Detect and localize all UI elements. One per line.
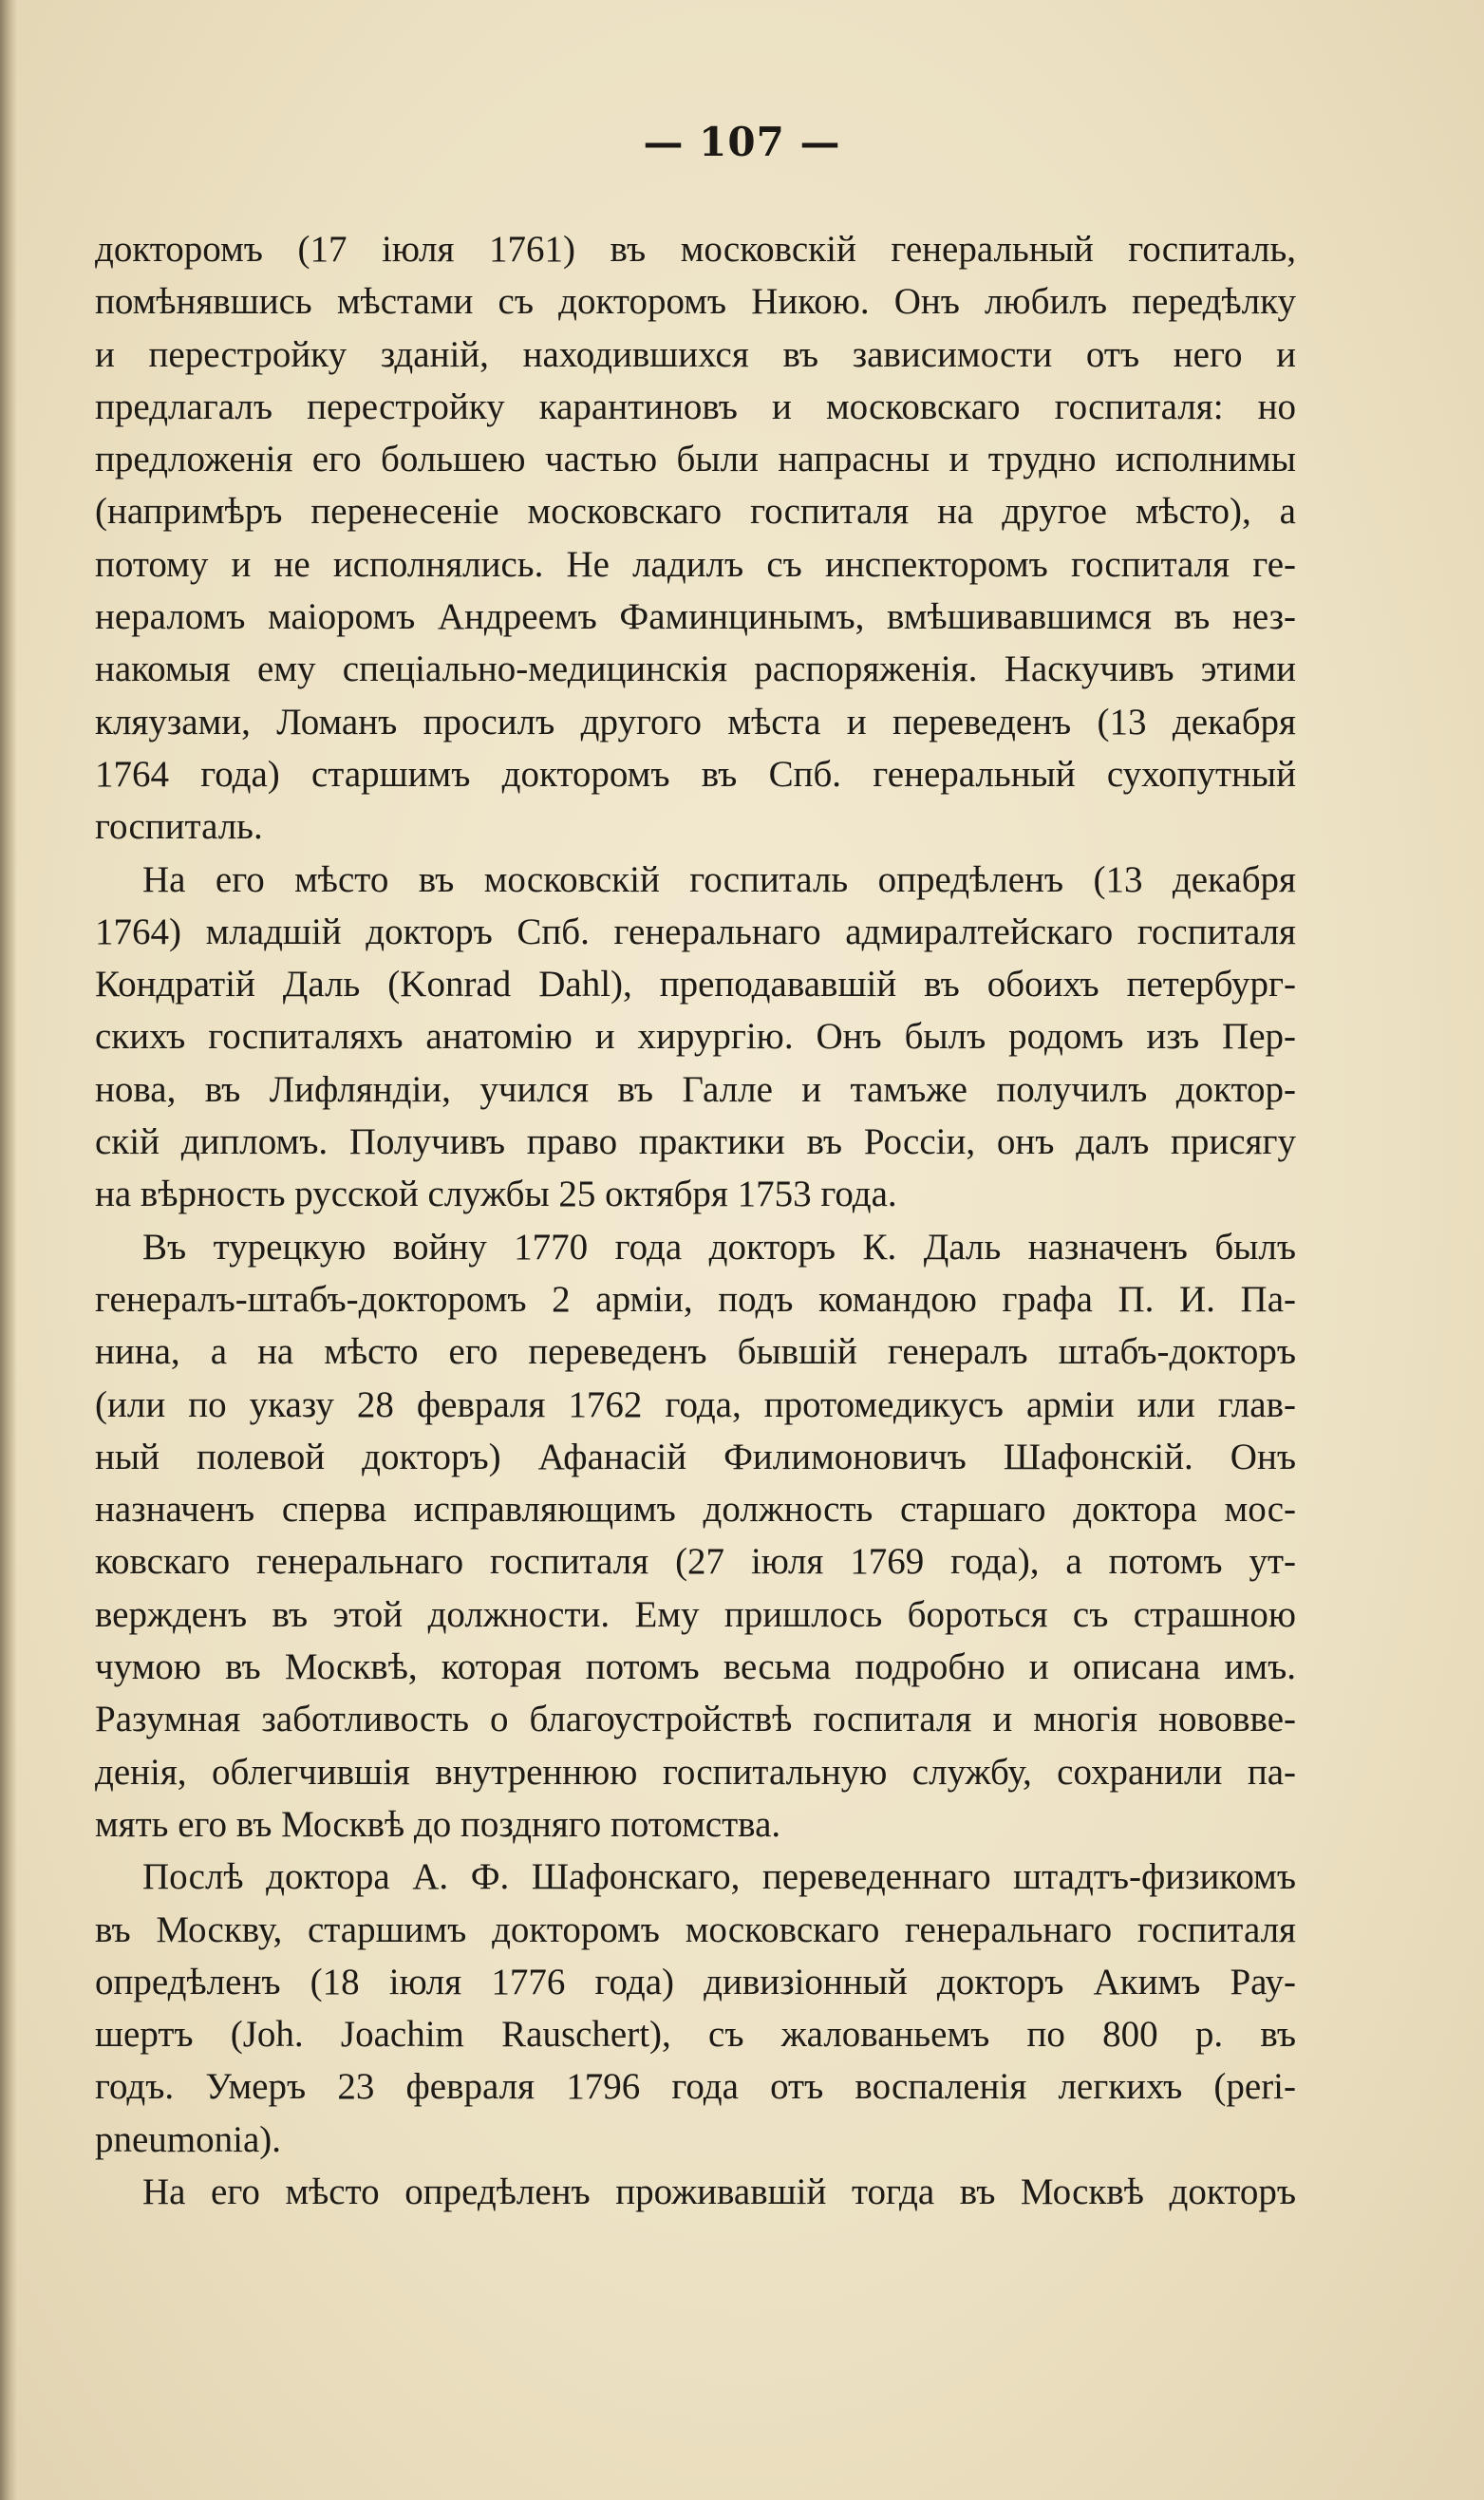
text-line: нина, а на мѣсто его переведенъ бывшій генералъ штабъ-докторъ xyxy=(95,1331,1296,1373)
text-line: скихъ госпиталяхъ анатомію и хирургію. Онъ былъ родомъ изъ Пер- xyxy=(95,1016,1296,1058)
text-line: денія, облегчившія внутреннюю госпитальную службу, сохранили па- xyxy=(95,1751,1296,1793)
text-line: докторомъ (17 іюля 1761) въ московскій генеральный госпиталь, xyxy=(95,229,1296,270)
text-line: предложенія его большею частью были напрасны и трудно исполнимы xyxy=(95,439,1296,480)
text-line: опредѣленъ (18 іюля 1776 года) дивизіонный докторъ Акимъ Рау- xyxy=(95,1961,1296,2002)
text-line: (напримѣръ перенесеніе московскаго госпиталя на другое мѣсто), а xyxy=(95,491,1296,533)
text-line: назначенъ сперва исправляющимъ должность старшаго доктора мос- xyxy=(95,1489,1296,1531)
text-line: Разумная заботливость о благоустройствѣ госпиталя и многія нововве- xyxy=(95,1699,1296,1740)
text-line: 1764) младшій докторъ Спб. генеральнаго адмиралтейскаго госпиталя xyxy=(95,911,1296,952)
text-line: мять его въ Москвѣ до поздняго потомства. xyxy=(95,1803,781,1845)
text-line: въ Москву, старшимъ докторомъ московскаго генеральнаго госпиталя xyxy=(95,1908,1296,1950)
page-text-body xyxy=(95,223,1296,2218)
text-line: Послѣ доктора А. Ф. Шафонскаго, переведеннаго штадтъ-физикомъ xyxy=(142,1856,1296,1898)
text-line: накомыя ему спеціально-медицинскія распоряженія. Наскучивъ этими xyxy=(95,648,1296,690)
text-line: pneumonia). xyxy=(95,2118,282,2160)
text-line: вержденъ въ этой должности. Ему пришлось бороться съ страшною xyxy=(95,1593,1296,1635)
text-line: потому и не исполнялись. Не ладилъ съ инспекторомъ госпиталя ге- xyxy=(95,543,1296,585)
page-edge-shadow xyxy=(0,0,17,2500)
text-line: Въ турецкую войну 1770 года докторъ К. Даль назначенъ былъ xyxy=(142,1226,1296,1268)
text-line: На его мѣсто въ московскій госпиталь опредѣленъ (13 декабря xyxy=(142,858,1296,900)
text-line: скій дипломъ. Получивъ право практики въ Россіи, онъ далъ присягу xyxy=(95,1121,1296,1163)
text-line: годъ. Умеръ 23 февраля 1796 года отъ воспаленія легкихъ (peri- xyxy=(95,2066,1296,2108)
text-line: и перестройку зданій, находившихся въ зависимости отъ него и xyxy=(95,333,1296,375)
text-line: госпиталь. xyxy=(95,806,263,848)
text-line: помѣнявшись мѣстами съ докторомъ Никою. Онъ любилъ передѣлку xyxy=(95,281,1296,323)
text-line: ный полевой докторъ) Афанасій Филимоновичъ Шафонскій. Онъ xyxy=(95,1436,1296,1477)
text-line: генералъ-штабъ-докторомъ 2 арміи, подъ командою графа П. И. Па- xyxy=(95,1278,1296,1320)
text-line: ковскаго генеральнаго госпиталя (27 іюля 1769 года), а потомъ ут- xyxy=(95,1541,1296,1583)
text-line: шертъ (Joh. Joachim Rauschert), съ жалованьемъ по 800 р. въ xyxy=(95,2014,1296,2056)
text-line: кляузами, Ломанъ просилъ другого мѣста и переведенъ (13 декабря xyxy=(95,701,1296,742)
text-line: На его мѣсто опредѣленъ проживавшій тогда въ Москвѣ докторъ xyxy=(142,2171,1296,2212)
text-line: (или по указу 28 февраля 1762 года, протомедикусъ арміи или глав- xyxy=(95,1383,1296,1425)
text-line: Кондратій Даль (Konrad Dahl), преподававшій въ обоихъ петербург- xyxy=(95,964,1296,1006)
text-line: 1764 года) старшимъ докторомъ въ Спб. генеральный сухопутный xyxy=(95,753,1296,795)
page-number: — 107 — xyxy=(643,119,841,165)
text-line: на вѣрность русской службы 25 октября 1753 года. xyxy=(95,1174,897,1215)
text-line: нова, въ Лифляндіи, учился въ Галле и тамъже получилъ доктор- xyxy=(95,1068,1296,1110)
text-line: нераломъ маіоромъ Андреемъ Фаминцинымъ, вмѣшивавшимся въ нез- xyxy=(95,596,1296,638)
text-line: чумою въ Москвѣ, которая потомъ весьма подробно и описана имъ. xyxy=(95,1646,1296,1688)
text-line: предлагалъ перестройку карантиновъ и московскаго госпиталя: но xyxy=(95,385,1296,427)
